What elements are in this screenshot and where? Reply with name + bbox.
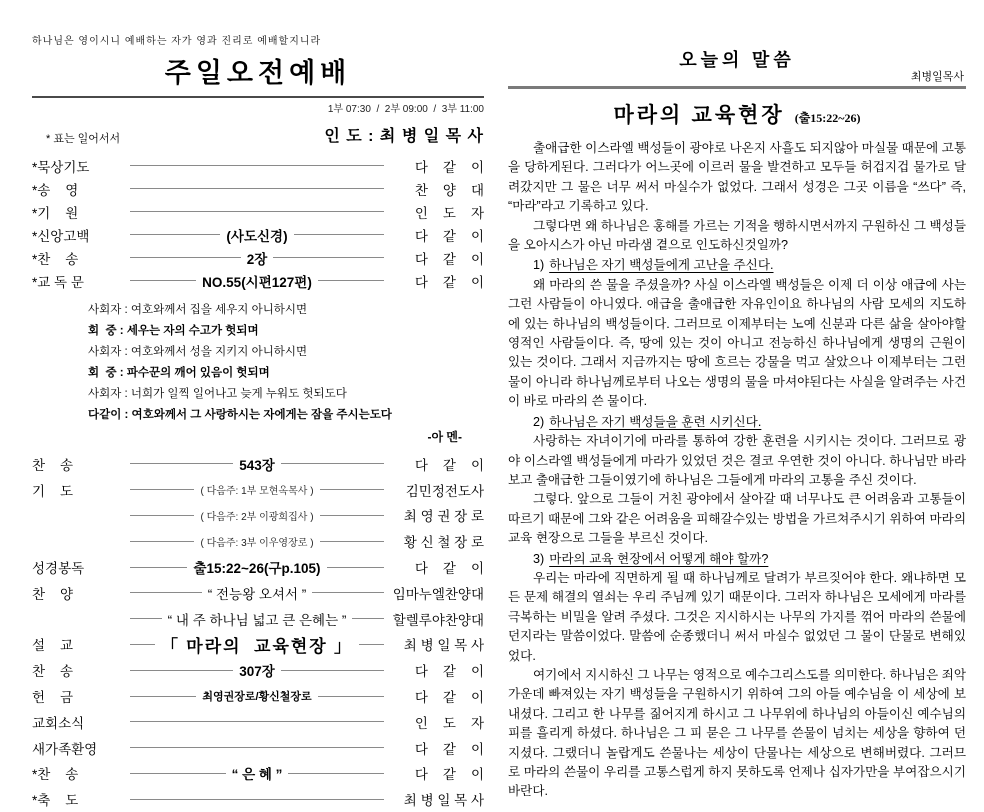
order-item-label: 헌 금 <box>32 690 74 706</box>
responsive-reading-line: 사회자 : 너희가 일찍 일어나고 늦게 누워도 헛되도다 <box>88 388 347 400</box>
leader-line <box>320 515 384 516</box>
leader-line <box>327 567 384 568</box>
order-row <box>32 528 484 554</box>
sermon-paragraph <box>508 139 966 217</box>
leader-line <box>318 280 384 281</box>
leader-line <box>130 188 384 189</box>
order-item-label: 성경봉독 <box>32 561 85 577</box>
order-item-assignee: 찬 양 대 <box>414 182 484 198</box>
order-item-label: *교 독 문 <box>32 274 84 290</box>
order-item-assignee: 다 같 이 <box>414 690 485 706</box>
order-item-label: *찬 송 <box>32 767 79 783</box>
leader-line <box>130 618 162 619</box>
sermon-paragraph <box>508 413 966 432</box>
leader-line <box>320 541 384 542</box>
paragraph-text: 여기에서 지시하신 그 나무는 영적으로 예수그리스도를 의미한다. 하나님은 죄악 가운데 빠져있는 자기 백성들을 구원하시기 위하여 그의 아들 예수님을 이 세상에 보내셨다. 그리고 한 나무를 짊어지게 하시고 그 나무위에 하나님의 아들이신 예수님의 피를 흘리게 하셨다. 하나님은 그 피 묻은 그 나무를 쓴물이 넘치는 세상을 향하여 던지셨다. 그랬더니 놀랍게도 쓴물나는 세상이 단물나는 세상으로 변해버렸다. 그러므로 마라의 쓴물이 우리를 고통스럽게 하지 못하도록 언제나 십자가만을 부여잡으시기 바란다. <box>508 667 966 799</box>
order-item-assignee: 다 같 이 <box>414 767 484 783</box>
order-row <box>32 606 484 632</box>
leader-line <box>359 644 384 645</box>
leader-line <box>288 773 384 774</box>
leader-line <box>130 644 155 645</box>
order-item-detail: 307장 <box>239 664 275 680</box>
leader-line <box>130 211 384 212</box>
order-item-assignee: 최 병 일 목 사 <box>403 793 484 809</box>
order-item-detail: 출15:22~26(구p.105) <box>193 561 321 577</box>
order-row <box>32 246 484 269</box>
leader-line <box>273 257 384 258</box>
amen-text: -아 멘- <box>427 430 462 444</box>
order-item-assignee: 임마누엘찬양대 <box>392 586 484 602</box>
leader-line <box>130 489 194 490</box>
order-row <box>32 683 484 709</box>
sermon-column <box>508 46 966 802</box>
order-row <box>32 177 484 200</box>
leader-line <box>130 696 196 697</box>
order-item-label: 새가족환영 <box>32 741 98 757</box>
service-times: 1부 07:30 / 2부 09:00 / 3부 11:00 <box>327 104 484 115</box>
order-item-detail: “ 은 혜 ” <box>231 767 283 783</box>
leader-line <box>130 670 233 671</box>
worship-order-column <box>32 32 484 812</box>
order-row <box>32 554 484 580</box>
order-list-bottom <box>32 451 484 812</box>
leader-line <box>320 489 384 490</box>
right-page-title: 오늘의 말씀 <box>679 50 795 70</box>
leader-line <box>130 463 233 464</box>
order-row <box>32 451 484 477</box>
responsive-reading-line: 회 중 : 파수꾼의 깨어 있음이 헛되며 <box>88 367 270 379</box>
sermon-paragraph <box>508 432 966 490</box>
order-item-assignee: 할렐루야찬양대 <box>392 612 485 628</box>
paragraph-text: 마라의 교육 현장에서 어떻게 해야 할까? <box>549 551 769 566</box>
stand-note: * 표는 일어서서 <box>46 133 121 145</box>
left-header-rule <box>32 96 484 98</box>
order-item-detail: 「 마라의 교육현장 」 <box>161 636 353 656</box>
paragraph-text: 우리는 마라에 직면하게 될 때 하나님께로 달려가 부르짖어야 한다. 왜냐하면 모든 문제 해결의 열쇠는 우리 주님께 있기 때문이다. 그러자 하나님은 모세에게 마라를 극복하는 비밀을 알려 주셨다. 그것은 지시하시는 나무의 가지를 꺾어 마라의 쓴물에 던지라는 말씀이었다. 말씀에 순종했더니 써서 마실수 없었던 그 물이 단물로 변해있었다. <box>508 570 966 663</box>
order-row <box>32 503 484 529</box>
responsive-reading <box>88 300 484 426</box>
sermon-scripture-ref: (출15:22~26) <box>794 111 861 125</box>
order-row <box>32 223 484 246</box>
order-item-assignee: 다 같 이 <box>414 664 485 680</box>
order-item-label: *신앙고백 <box>32 228 90 244</box>
order-item-detail: NO.55(시편127편) <box>202 274 312 290</box>
order-item-label: 기 도 <box>32 483 74 499</box>
order-item-assignee: 인 도 자 <box>414 715 484 731</box>
sermon-header <box>508 46 966 84</box>
leader-line <box>130 165 384 166</box>
leader-line <box>130 567 187 568</box>
order-item-assignee: 다 같 이 <box>414 457 485 473</box>
order-item-detail: “ 전능왕 오셔서 ” <box>207 586 307 602</box>
paragraph-text: 사랑하는 자녀이기에 마라를 통하여 강한 훈련을 시키시는 것이다. 그러므로 광야 이스라엘 백성들에게 마라가 있었던 것은 결코 우연한 것이 아니다. 하나님만 바라보고 출애급한 그들이였기에 하나님은 그들에게 마라의 고통을 주신 것이다. <box>508 434 966 487</box>
order-item-label: 설 교 <box>32 638 74 654</box>
pastor-name: 최병일목사 <box>910 71 964 83</box>
sermon-paragraph <box>508 217 966 256</box>
order-item-assignee: 다 같 이 <box>414 274 484 290</box>
section-number: 3) <box>533 551 545 566</box>
sermon-paragraph <box>508 550 966 569</box>
order-item-assignee: 다 같 이 <box>414 251 484 267</box>
order-item-label: 찬 송 <box>32 457 74 473</box>
right-header-rule <box>508 86 966 89</box>
order-item-detail: 2장 <box>246 251 268 267</box>
leader-line <box>130 721 384 722</box>
order-item-assignee: 최 영 권 장 로 <box>403 509 484 525</box>
order-item-assignee: 다 같 이 <box>414 561 484 577</box>
order-row <box>32 200 484 223</box>
sermon-paragraph <box>508 569 966 666</box>
paragraph-text: 왜 마라의 쓴 물을 주셨을까? 사실 이스라엘 백성들은 이제 더 이상 애급에 사는 그런 사람들이 아니였다. 애급을 출애급한 자유인이요 하나님의 사람 모세의 지도하에 있는 하나님의 백성들이다. 그러므로 이제부터는 노예 신분과 다른 삶을 살아야할 영적인 사람들이다. 즉, 땅에 있는 것이 아니고 전능하신 하나님에게 생명의 근원이 있는 것이다. 그래서 지금까지는 땅에 흐르는 강물을 먹고 살았으나 이제부터는 그런물이 아니라 하나님께로부터 나오는 생명의 물을 마셔야된다는 사실을 알려주는 사건이 바로 마라의 쓴 물이다. <box>508 277 966 409</box>
order-item-detail: ( 다음주: 3부 이우영장로 ) <box>200 537 314 549</box>
order-list-top <box>32 154 484 292</box>
order-item-assignee: 김민정전도사 <box>405 483 484 499</box>
order-item-label: 교회소식 <box>32 715 85 731</box>
paragraph-text: 하나님은 자기 백성들을 훈련 시키신다. <box>549 414 762 429</box>
responsive-reading-line: 사회자 : 여호와께서 성을 지키지 아니하시면 <box>88 346 308 358</box>
order-item-label: *찬 송 <box>32 251 79 267</box>
leader-line <box>130 515 194 516</box>
header-verse: 하나님은 영이시니 예배하는 자가 영과 진리로 예배할지니라 <box>32 36 322 47</box>
leader-line <box>130 747 384 748</box>
leader-line <box>318 696 384 697</box>
order-row <box>32 477 484 503</box>
leader-line <box>281 670 384 671</box>
order-row <box>32 735 484 761</box>
order-item-label: *묵상기도 <box>32 159 90 175</box>
section-number: 2) <box>533 414 545 429</box>
order-item-assignee: 다 같 이 <box>414 228 484 244</box>
responsive-reading-line: 회 중 : 세우는 자의 수고가 헛되며 <box>88 325 259 337</box>
leader-line <box>312 592 384 593</box>
order-item-assignee: 다 같 이 <box>414 741 484 757</box>
order-item-detail: ( 다음주: 1부 모현옥목사 ) <box>200 486 314 498</box>
order-item-detail: 최영권장로/황신철장로 <box>202 691 312 704</box>
section-number: 1) <box>533 258 545 273</box>
leader-line <box>352 618 384 619</box>
sermon-paragraph <box>508 256 966 275</box>
order-row <box>32 580 484 606</box>
leader-line <box>130 280 196 281</box>
order-item-label: *축 도 <box>32 793 79 809</box>
leader-line <box>130 592 202 593</box>
service-leader: 인 도 : 최 병 일 목 사 <box>324 128 484 145</box>
sermon-body <box>508 139 966 802</box>
leader-line <box>130 257 241 258</box>
leader-line <box>130 234 220 235</box>
order-item-assignee: 황 신 철 장 로 <box>403 535 484 551</box>
leader-line <box>130 799 384 800</box>
order-row <box>32 761 484 787</box>
paragraph-text: 그렇다. 앞으로 그들이 거친 광야에서 살아갈 때 너무나도 큰 어려움과 고통들이 따르기 때문에 그와 같은 어려움을 피해갈수있는 방법을 가르쳐주시기 위하여 마라의 교육 현장으로 그들을 부르신 것이다. <box>508 492 966 546</box>
order-item-assignee: 인 도 자 <box>414 205 484 221</box>
sermon-paragraph <box>508 490 966 548</box>
order-item-assignee: 최 병 일 목 사 <box>403 638 484 654</box>
order-row <box>32 632 484 658</box>
sermon-title <box>508 99 966 129</box>
order-item-label: *기 원 <box>32 205 79 221</box>
leader-line <box>130 773 226 774</box>
responsive-reading-line: 다같이 : 여호와께서 그 사랑하시는 자에게는 잠을 주시는도다 <box>88 409 392 421</box>
order-item-detail: (사도신경) <box>226 228 288 244</box>
order-item-detail: “ 내 주 하나님 넓고 큰 은혜는 ” <box>167 612 347 628</box>
left-page-title: 주일오전예배 <box>164 58 352 88</box>
order-row <box>32 786 484 812</box>
leader-line <box>281 463 384 464</box>
sermon-paragraph <box>508 666 966 802</box>
paragraph-text: 출애급한 이스라엘 백성들이 광야로 나온지 사흘도 되지않아 마실물 때문에 고통을 당하게된다. 그러다가 어느곳에 이르러 물을 발견하고 모두들 허겁지겁 물가로 달려갔지만 그 물은 너무 써서 마실수가 없었다. 그래서 성경은 그곳 이름을 “쓰다” 즉, “마라”라고 기록하고 있다. <box>508 141 966 214</box>
paragraph-text: 그렇다면 왜 하나님은 홍해를 가르는 기적을 행하시면서까지 구원하신 그 백성들을 오아시스가 아닌 마라샘 곁으로 인도하신것일까? <box>508 218 966 253</box>
leader-line <box>294 234 384 235</box>
paragraph-text: 하나님은 자기 백성들에게 고난을 주신다. <box>549 258 774 273</box>
order-item-detail: 543장 <box>239 457 275 473</box>
order-item-assignee: 다 같 이 <box>414 159 484 175</box>
leader-line <box>130 541 194 542</box>
order-row <box>32 269 484 292</box>
order-row <box>32 657 484 683</box>
responsive-reading-line: 사회자 : 여호와께서 집을 세우지 아니하시면 <box>88 304 308 316</box>
sermon-paragraph <box>508 276 966 412</box>
order-item-detail: ( 다음주: 2부 이광희집사 ) <box>200 511 314 523</box>
order-item-label: 찬 송 <box>32 664 74 680</box>
order-item-label: 찬 양 <box>32 586 74 602</box>
note-row <box>32 123 484 146</box>
order-row <box>32 709 484 735</box>
order-item-label: *송 영 <box>32 182 79 198</box>
sermon-title-text: 마라의 교육현장 <box>613 103 785 127</box>
order-row <box>32 154 484 177</box>
